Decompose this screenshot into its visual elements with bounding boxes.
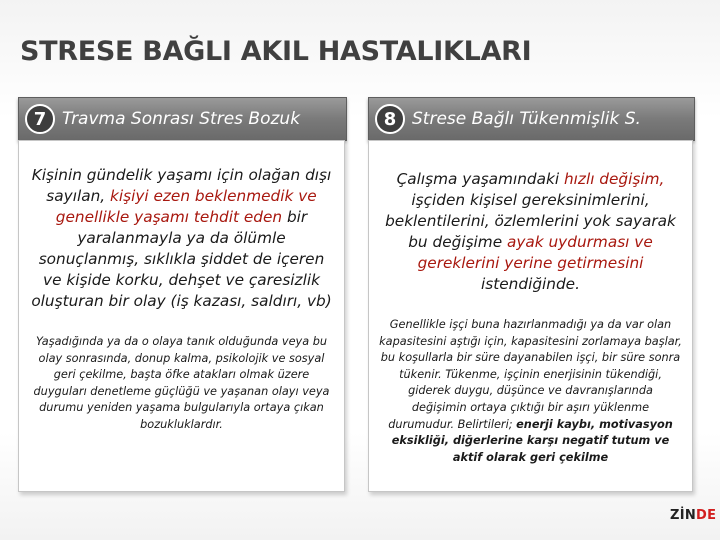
right-main-part-3: işçiden kişisel gereksinimlerini, beklentilerini, özlemlerini yok sayarak bu değişime — [385, 191, 676, 251]
right-main-highlight-1: hızlı değişim, — [563, 170, 665, 188]
number-badge-7: 7 — [25, 104, 55, 134]
right-header — [368, 97, 695, 141]
right-content-panel — [368, 140, 693, 492]
logo-part-1: ZİN — [670, 508, 697, 523]
right-header-label: Strese Bağlı Tükenmişlik S. — [412, 109, 641, 129]
right-detail-symptoms: enerji kaybı, motivasyon eksikliği, diğerlerine karşı negatif tutum ve aktif olarak geri çekilme — [391, 417, 673, 464]
left-main-part-3: bir yaralanmayla ya da ölümle sonuçlanmış, sıklıkla şiddet de içeren ve kişide korku, dehşet ve çaresizlik oluşturan bir olay (iş kazası, saldırı, vb) — [31, 208, 332, 310]
zinde-logo — [670, 508, 716, 523]
left-header-label: Travma Sonrası Stres Bozuk — [62, 109, 301, 129]
right-detail-part-1: Genellikle işçi buna hazırlanmadığı ya da var olan kapasitesini aştığı için, kapasitesini zorlamaya başlar, bu koşullarla bir süre dayanabilen işçi, bir süre sonra tükenir. Tükenme, işçinin enerjisinin tükendiği, giderek duygu, düşünce ve davranışlarında değişimin ortaya çıktığı bir aşırı yüklenme durumudur. Belirtileri; — [379, 318, 682, 431]
number-badge-8: 8 — [375, 104, 405, 134]
left-content-panel — [18, 140, 345, 492]
left-main-part-1: Kişinin gündelik yaşamı için olağan dışı sayılan, — [31, 166, 332, 205]
right-main-part-1: Çalışma yaşamındaki — [396, 170, 564, 188]
slide-title: STRESE BAĞLI AKIL HASTALIKLARI — [20, 36, 532, 67]
left-main-text — [31, 165, 332, 312]
right-main-text — [379, 169, 682, 295]
logo-part-2: DE — [696, 508, 717, 523]
right-main-part-5: istendiğinde. — [481, 275, 580, 293]
left-detail-text: Yaşadığında ya da o olaya tanık olduğunda veya bu olay sonrasında, donup kalma, psikolojik ve sosyal geri çekilme, başta öfke atakları olmak üzere duyguları denetleme güçlüğü ve yaşanan olayı veya durumu yeniden yaşama bulgularıyla ortaya çıkan bozukluklardır. — [33, 335, 330, 431]
left-header — [18, 97, 347, 141]
right-detail-text — [379, 317, 682, 466]
right-main-highlight-2: ayak uydurması ve gereklerini yerine getirmesini — [417, 233, 653, 272]
left-main-highlight: kişiyi ezen beklenmedik ve genellikle yaşamı tehdit eden — [55, 187, 317, 226]
